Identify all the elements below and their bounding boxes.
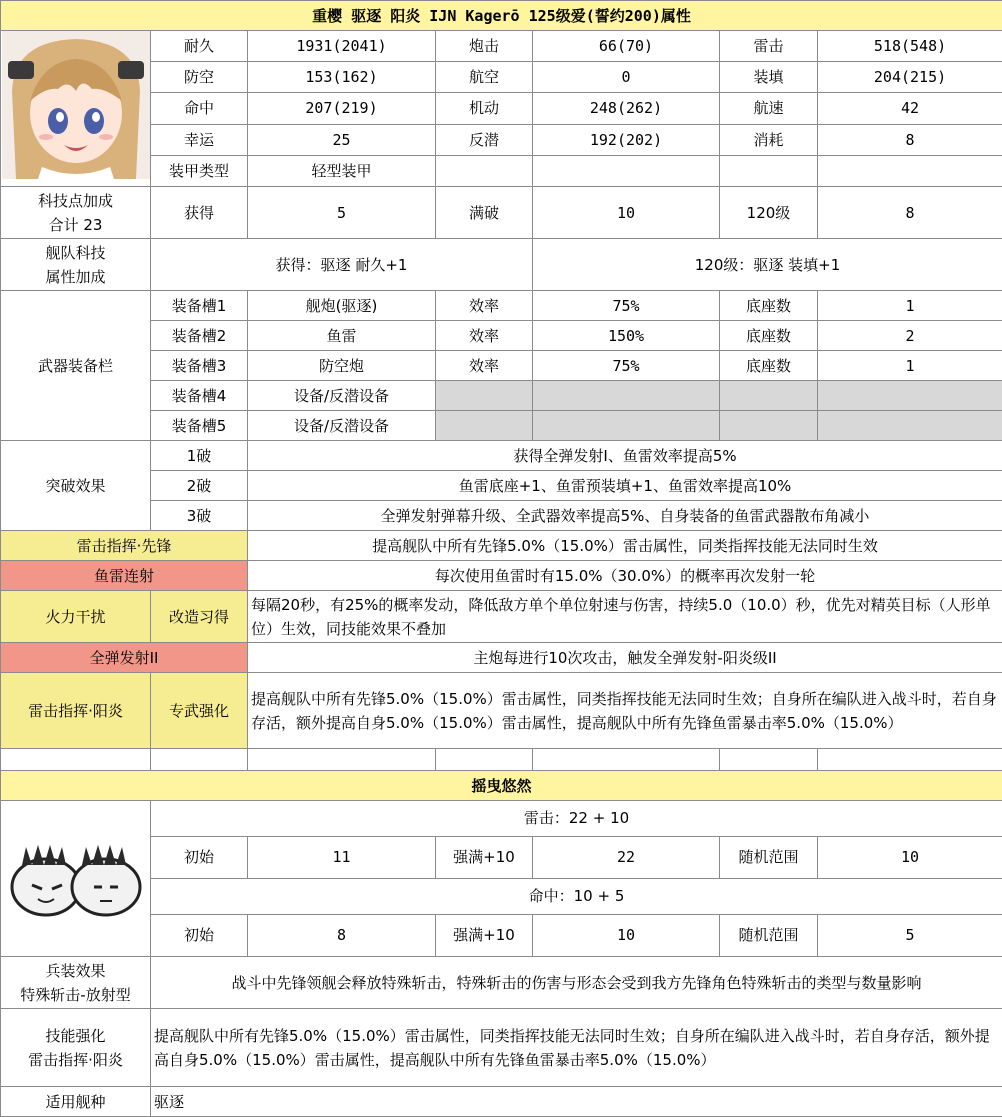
slot-label: 装备槽5 [151, 411, 248, 441]
slot-type: 防空炮 [248, 351, 436, 381]
stat-value: 192(202) [533, 124, 720, 155]
mount-value: 2 [818, 321, 1002, 351]
skill-name: 雷击指挥·阳炎 [1, 673, 151, 749]
armor-label: 装甲类型 [151, 155, 248, 186]
augment-title: 摇曳悠然 [1, 771, 1002, 801]
tech-lv120-value: 8 [818, 187, 1002, 239]
skill-desc: 每次使用鱼雷时有15.0%（30.0%）的概率再次发射一轮 [248, 561, 1002, 591]
tech-obtain-value: 5 [248, 187, 436, 239]
augment-image [1, 801, 151, 957]
stat-label: 机动 [436, 93, 533, 124]
ship-type-label: 适用舰种 [1, 1087, 151, 1117]
skill-name: 鱼雷连射 [1, 561, 248, 591]
augment-random-value: 5 [818, 914, 1002, 956]
efficiency-value: 75% [533, 291, 720, 321]
stat-value: 248(262) [533, 93, 720, 124]
stat-value: 25 [248, 124, 436, 155]
slot-type: 设备/反潜设备 [248, 381, 436, 411]
augment-effect-label: 兵装效果 特殊斩击-放射型 [1, 957, 151, 1009]
mount-label: 底座数 [720, 351, 818, 381]
augment-max-value: 22 [533, 836, 720, 878]
stat-value: 1931(2041) [248, 31, 436, 62]
slot-type: 设备/反潜设备 [248, 411, 436, 441]
mount-value: 1 [818, 291, 1002, 321]
armor-value: 轻型装甲 [248, 155, 436, 186]
stat-label: 炮击 [436, 31, 533, 62]
stat-value: 42 [818, 93, 1002, 124]
augment-torpedo-header: 雷击：22 + 10 [151, 801, 1002, 837]
efficiency-label: 效率 [436, 351, 533, 381]
stat-value: 66(70) [533, 31, 720, 62]
fleet-tech-obtain: 获得：驱逐 耐久+1 [151, 239, 533, 291]
stat-value: 207(219) [248, 93, 436, 124]
breakthrough-label: 突破效果 [1, 441, 151, 531]
skill-desc: 主炮每进行10次攻击，触发全弹发射-阳炎级II [248, 643, 1002, 673]
augment-init-label: 初始 [151, 914, 248, 956]
skill-name: 雷击指挥·先锋 [1, 531, 248, 561]
augment-random-label: 随机范围 [720, 914, 818, 956]
augment-random-label: 随机范围 [720, 836, 818, 878]
stat-label: 航空 [436, 62, 533, 93]
fleet-tech-label: 舰队科技 属性加成 [1, 239, 151, 291]
breakthrough-level: 2破 [151, 471, 248, 501]
augment-skill-desc: 提高舰队中所有先锋5.0%（15.0%）雷击属性，同类指挥技能无法同时生效；自身所在编队进入战斗时，若自身存活，额外提高自身5.0%（15.0%）雷击属性，提高舰队中所有先锋鱼雷暴击率5.0%（15.0%） [151, 1009, 1002, 1087]
stat-value: 0 [533, 62, 720, 93]
stat-label: 反潜 [436, 124, 533, 155]
fleet-tech-lv120: 120级：驱逐 装填+1 [533, 239, 1002, 291]
stat-value: 518(548) [818, 31, 1002, 62]
ship-portrait [1, 31, 151, 187]
skill-name: 火力干扰 [1, 591, 151, 643]
slot-label: 装备槽4 [151, 381, 248, 411]
slot-label: 装备槽3 [151, 351, 248, 381]
augment-init-value: 11 [248, 836, 436, 878]
mount-label: 底座数 [720, 321, 818, 351]
augment-hit-header: 命中：10 + 5 [151, 878, 1002, 914]
slot-type: 舰炮(驱逐) [248, 291, 436, 321]
augment-max-value: 10 [533, 914, 720, 956]
stat-label: 航速 [720, 93, 818, 124]
augment-init-label: 初始 [151, 836, 248, 878]
tech-obtain-label: 获得 [151, 187, 248, 239]
augment-picture [2, 801, 150, 949]
slot-label: 装备槽1 [151, 291, 248, 321]
stat-label: 消耗 [720, 124, 818, 155]
augment-max-label: 强满+10 [436, 836, 533, 878]
breakthrough-level: 3破 [151, 501, 248, 531]
weapons-label: 武器装备栏 [1, 291, 151, 441]
efficiency-label: 效率 [436, 321, 533, 351]
mount-value: 1 [818, 351, 1002, 381]
stat-label: 耐久 [151, 31, 248, 62]
mount-label: 底座数 [720, 291, 818, 321]
ship-type-value: 驱逐 [151, 1087, 1002, 1117]
efficiency-value: 75% [533, 351, 720, 381]
efficiency-value: 150% [533, 321, 720, 351]
breakthrough-text: 全弹发射弹幕升级、全武器效率提高5%、自身装备的鱼雷武器散布角减小 [248, 501, 1002, 531]
augment-init-value: 8 [248, 914, 436, 956]
breakthrough-text: 鱼雷底座+1、鱼雷预装填+1、鱼雷效率提高10% [248, 471, 1002, 501]
skill-tag: 专武强化 [151, 673, 248, 749]
stat-label: 幸运 [151, 124, 248, 155]
efficiency-label: 效率 [436, 291, 533, 321]
slot-type: 鱼雷 [248, 321, 436, 351]
stat-value: 204(215) [818, 62, 1002, 93]
augment-effect-desc: 战斗中先锋领舰会释放特殊斩击，特殊斩击的伤害与形态会受到我方先锋角色特殊斩击的类型与数量影响 [151, 957, 1002, 1009]
stat-label: 装填 [720, 62, 818, 93]
tech-lv120-label: 120级 [720, 187, 818, 239]
tech-points-label: 科技点加成 合计 23 [1, 187, 151, 239]
breakthrough-text: 获得全弹发射I、鱼雷效率提高5% [248, 441, 1002, 471]
skill-name: 全弹发射II [1, 643, 248, 673]
stat-value: 8 [818, 124, 1002, 155]
stat-label: 雷击 [720, 31, 818, 62]
tech-max-label: 满破 [436, 187, 533, 239]
stat-value: 153(162) [248, 62, 436, 93]
skill-desc: 每隔20秒，有25%的概率发动，降低敌方单个单位射速与伤害，持续5.0（10.0）秒，优先对精英目标（人形单位）生效，同技能效果不叠加 [248, 591, 1002, 643]
stat-label: 命中 [151, 93, 248, 124]
augment-skill-label: 技能强化 雷击指挥·阳炎 [1, 1009, 151, 1087]
skill-desc: 提高舰队中所有先锋5.0%（15.0%）雷击属性，同类指挥技能无法同时生效 [248, 531, 1002, 561]
portrait-image [2, 31, 150, 179]
stat-label: 防空 [151, 62, 248, 93]
sheet-title: 重樱 驱逐 阳炎 IJN Kagerō 125级爱(誓约200)属性 [1, 1, 1002, 31]
augment-random-value: 10 [818, 836, 1002, 878]
skill-tag: 改造习得 [151, 591, 248, 643]
breakthrough-level: 1破 [151, 441, 248, 471]
tech-max-value: 10 [533, 187, 720, 239]
augment-max-label: 强满+10 [436, 914, 533, 956]
slot-label: 装备槽2 [151, 321, 248, 351]
skill-desc: 提高舰队中所有先锋5.0%（15.0%）雷击属性，同类指挥技能无法同时生效；自身所在编队进入战斗时，若自身存活，额外提高自身5.0%（15.0%）雷击属性，提高舰队中所有先锋鱼雷暴击率5.0%（15.0%） [248, 673, 1002, 749]
